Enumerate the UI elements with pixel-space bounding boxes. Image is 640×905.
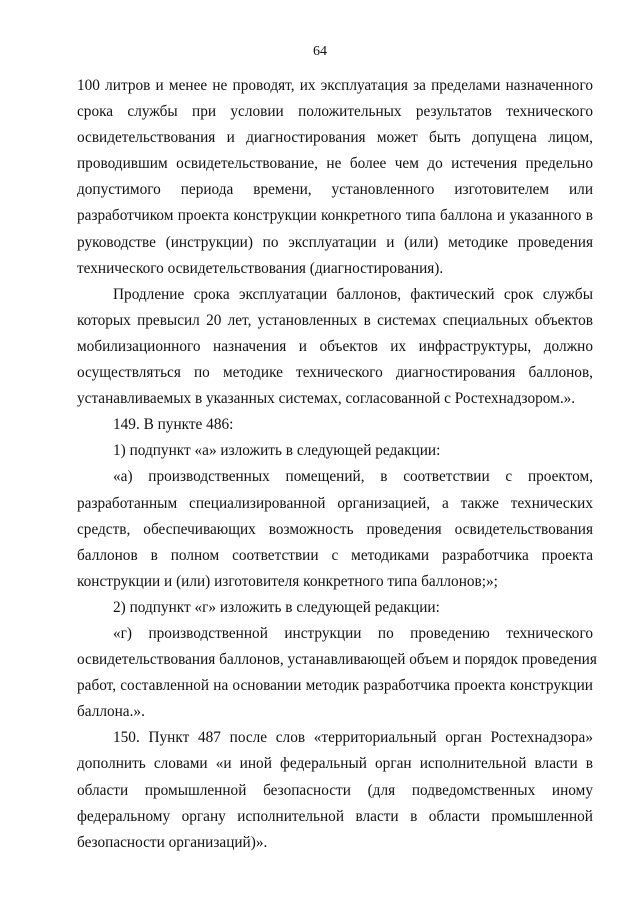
- text-line: проводившим освидетельствование, не более чем до истечения предельно: [77, 155, 593, 173]
- text-line: средств, обеспечивающих возможность проведения освидетельствования: [77, 520, 593, 538]
- text-line: допустимого периода времени, установленного изготовителем или: [77, 181, 593, 199]
- text-line: освидетельствования и диагностирования может быть допущена лицом,: [77, 129, 593, 147]
- text-line: безопасности организаций)».: [77, 833, 268, 851]
- document-body: [77, 73, 597, 856]
- text-line: руководстве (инструкции) по эксплуатации и (или) методике проведения: [77, 233, 593, 251]
- text-line: освидетельствования баллонов, устанавливающей объем и порядок проведения: [77, 651, 597, 669]
- text-line: федеральному органу исполнительной власти в области промышленной: [77, 807, 593, 825]
- text-line: 2) подпункт «г» изложить в следующей редакции:: [113, 598, 440, 616]
- text-line: срока службы при условии положительных результатов технического: [77, 103, 593, 121]
- text-line: Продление срока эксплуатации баллонов, фактический срок службы: [113, 285, 593, 303]
- text-line: баллонов в полном соответствии с методиками разработчика проекта: [77, 546, 593, 564]
- text-line: технического освидетельствования (диагностирования).: [77, 259, 444, 277]
- text-line: баллона.».: [77, 703, 145, 721]
- text-line: осуществляться по методике технического диагностирования баллонов,: [77, 364, 593, 382]
- text-line: конструкции и (или) изготовителя конкретного типа баллонов;»;: [77, 572, 498, 590]
- text-line: 100 литров и менее не проводят, их эксплуатация за пределами назначенного: [77, 77, 593, 94]
- text-line: дополнить словами «и иной федеральный орган исполнительной власти в: [77, 755, 593, 773]
- text-line: разработанным специализированной организацией, а также технических: [77, 494, 593, 512]
- text-line: мобилизационного назначения и объектов их инфраструктуры, должно: [77, 337, 593, 355]
- text-line: «а) производственных помещений, в соответствии с проектом,: [113, 468, 593, 486]
- text-line: области промышленной безопасности (для подведомственных иному: [77, 781, 593, 799]
- text-line: «г) производственной инструкции по проведению технического: [113, 624, 593, 642]
- text-line: 1) подпункт «а» изложить в следующей редакции:: [113, 442, 441, 460]
- text-line: 149. В пункте 486:: [113, 416, 234, 434]
- text-line: которых превысил 20 лет, установленных в системах специальных объектов: [77, 311, 593, 329]
- text-line: устанавливаемых в указанных системах, согласованной с Ростехнадзором.».: [77, 390, 576, 408]
- text-line: работ, составленной на основании методик разработчика проекта конструкции: [77, 677, 593, 695]
- text-line: разработчиком проекта конструкции конкретного типа баллона и указанного в: [77, 207, 593, 225]
- page-number: 64: [313, 44, 327, 59]
- text-line: 150. Пункт 487 после слов «территориальный орган Ростехнадзора»: [113, 729, 593, 747]
